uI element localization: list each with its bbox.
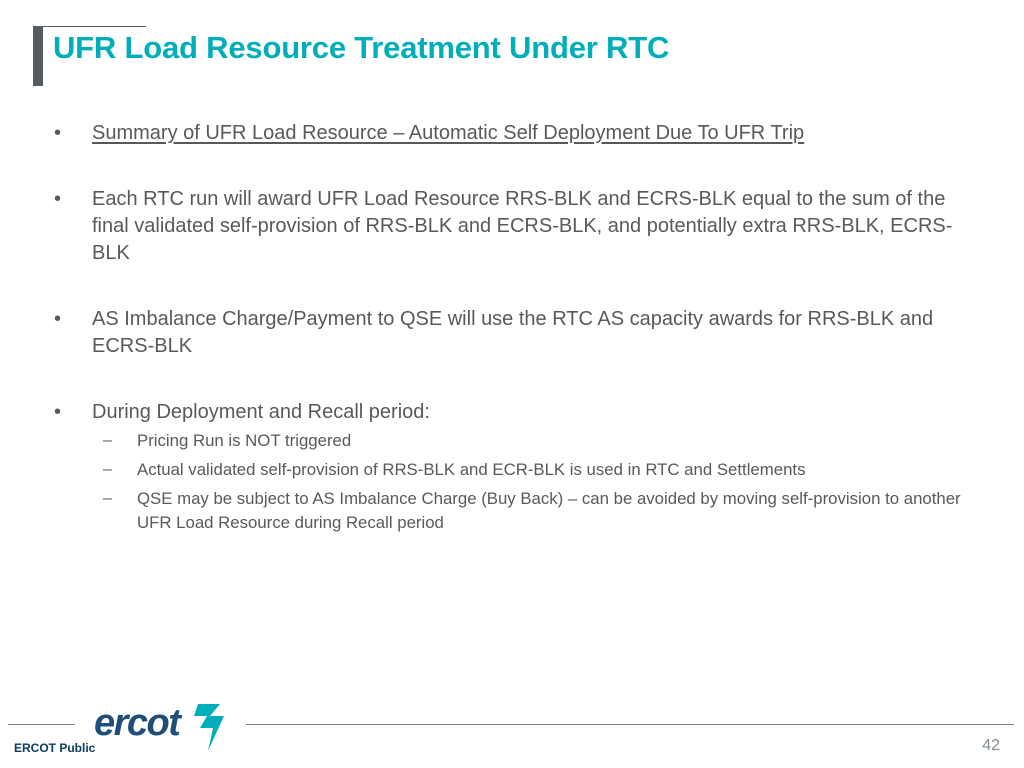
footer-divider-right	[246, 724, 1014, 725]
title-accent-line	[43, 26, 146, 27]
subbullet-self-provision: Actual validated self-provision of RRS-BLK and ECR-BLK is used in RTC and Settlements	[137, 460, 806, 479]
bullet-marker: •	[54, 401, 62, 423]
subbullet-marker: –	[103, 432, 112, 449]
page-number: 42	[982, 737, 1000, 754]
subbullet-marker: –	[103, 490, 112, 507]
subbullet-pricing-run: Pricing Run is NOT triggered	[137, 431, 352, 450]
slide-title: UFR Load Resource Treatment Under RTC	[53, 30, 670, 65]
bullet-marker: •	[54, 308, 62, 330]
logo-lightning-mark	[194, 704, 224, 751]
bullet-marker: •	[54, 122, 62, 144]
ercot-logo	[92, 699, 232, 753]
bullet-deployment-recall: During Deployment and Recall period:	[92, 401, 430, 423]
bullet-summary-link[interactable]: Summary of UFR Load Resource – Automatic Self Deployment Due To UFR Trip	[92, 122, 805, 144]
bullet-as-imbalance: AS Imbalance Charge/Payment to QSE will use the RTC AS capacity awards for RRS-BLK and ECRS-BLK	[92, 308, 934, 357]
subbullet-marker: –	[103, 461, 112, 478]
title-accent-bar	[33, 26, 43, 86]
bullet-rtc-award: Each RTC run will award UFR Load Resource RRS-BLK and ECRS-BLK equal to the sum of the final validated self-provision of RRS-BLK and ECRS-BLK, and potentially extra RRS-BLK, ECRS-BLK	[92, 188, 953, 264]
bullet-marker: •	[54, 188, 62, 210]
classification-label: ERCOT Public	[14, 741, 96, 755]
footer-divider-left	[8, 724, 75, 725]
subbullet-buy-back: QSE may be subject to AS Imbalance Charge (Buy Back) – can be avoided by moving self-provision to another UFR Load Resource during Recall period	[137, 489, 961, 532]
logo-wordmark: ercot	[94, 702, 180, 744]
